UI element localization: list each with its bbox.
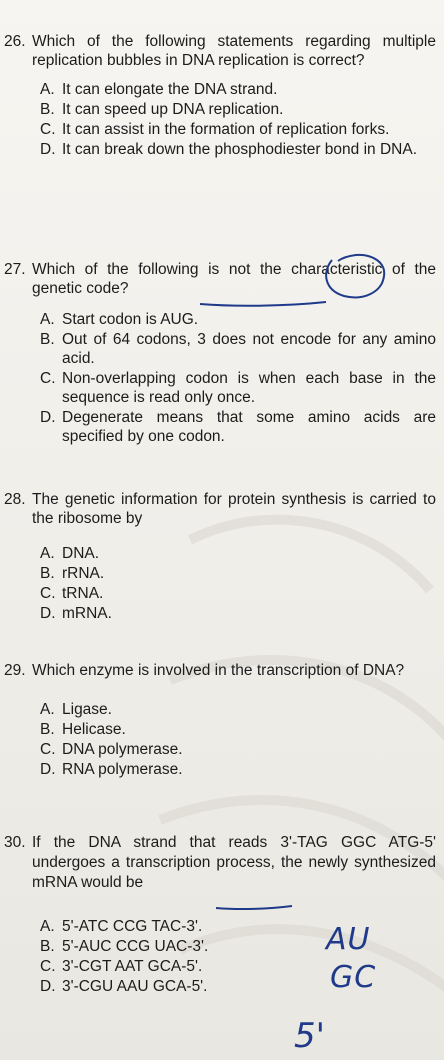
option-c[interactable] [40, 120, 436, 139]
handwritten-note: AU [326, 922, 371, 957]
option-text: DNA. [62, 545, 100, 562]
option-letter: B. [40, 101, 55, 118]
option-c[interactable] [40, 369, 436, 407]
question-number: 26. [4, 33, 26, 50]
options-list [40, 544, 436, 623]
option-text: rRNA. [62, 565, 105, 582]
option-c[interactable] [40, 584, 436, 603]
option-a[interactable] [40, 80, 436, 99]
option-text: It can elongate the DNA strand. [62, 81, 278, 98]
question-number: 28. [4, 491, 26, 508]
option-text: It can break down the phosphodiester bond in DNA. [62, 141, 418, 158]
option-letter: B. [40, 565, 55, 582]
option-letter: A. [40, 918, 55, 935]
question-text: Which enzyme is involved in the transcription of DNA? [32, 662, 405, 679]
question-26 [4, 32, 436, 160]
option-c[interactable] [40, 957, 270, 976]
question-text: Which of the following is not the characteristic of the genetic code? [32, 261, 436, 297]
option-text: tRNA. [62, 585, 104, 602]
option-text: mRNA. [62, 605, 112, 622]
question-30 [4, 833, 436, 997]
option-letter: B. [40, 721, 55, 738]
option-text: 3'-CGT AAT GCA-5'. [62, 958, 203, 975]
option-text: It can assist in the formation of replication forks. [62, 121, 390, 138]
option-d[interactable] [40, 977, 270, 996]
question-28 [4, 490, 436, 624]
question-29 [4, 661, 436, 780]
question-number: 29. [4, 662, 26, 679]
options-list [40, 80, 436, 159]
option-text: Ligase. [62, 701, 112, 718]
handwritten-note: 5' [294, 1016, 325, 1056]
option-letter: D. [40, 141, 56, 158]
options-list [40, 700, 436, 779]
question-text: If the DNA strand that reads 3'-TAG GGC ATG-5' undergoes a transcription process, the newly synthesized mRNA would be [32, 834, 436, 891]
question-number: 30. [4, 834, 26, 851]
option-b[interactable] [40, 330, 436, 368]
option-text: DNA polymerase. [62, 741, 183, 758]
option-a[interactable] [40, 544, 436, 563]
option-d[interactable] [40, 408, 436, 446]
option-text: 3'-CGU AAU GCA-5'. [62, 978, 208, 995]
option-b[interactable] [40, 564, 436, 583]
handwritten-note: GC [330, 960, 377, 995]
option-b[interactable] [40, 100, 436, 119]
option-text: It can speed up DNA replication. [62, 101, 284, 118]
option-b[interactable] [40, 720, 436, 739]
option-letter: A. [40, 701, 55, 718]
option-text: 5'-AUC CCG UAC-3'. [62, 938, 209, 955]
option-letter: C. [40, 958, 56, 975]
option-a[interactable] [40, 700, 436, 719]
option-b[interactable] [40, 937, 270, 956]
option-text: Start codon is AUG. [62, 311, 199, 328]
option-a[interactable] [40, 310, 436, 329]
option-text: Degenerate means that some amino acids are specified by one codon. [62, 409, 436, 445]
option-letter: C. [40, 585, 56, 602]
option-letter: D. [40, 761, 56, 778]
question-text: Which of the following statements regarding multiple replication bubbles in DNA replication is correct? [32, 33, 436, 69]
option-d[interactable] [40, 760, 436, 779]
option-letter: D. [40, 978, 56, 995]
option-text: Out of 64 codons, 3 does not encode for any amino acid. [62, 331, 436, 367]
option-c[interactable] [40, 740, 436, 759]
question-text: The genetic information for protein synthesis is carried to the ribosome by [32, 491, 436, 527]
option-letter: C. [40, 121, 56, 138]
option-text: Non-overlapping codon is when each base in the sequence is read only once. [62, 370, 436, 406]
options-list [40, 917, 270, 996]
option-letter: B. [40, 938, 55, 955]
option-d[interactable] [40, 604, 436, 623]
option-d[interactable] [40, 140, 436, 159]
option-letter: A. [40, 311, 55, 328]
question-number: 27. [4, 261, 26, 278]
option-letter: D. [40, 409, 56, 426]
question-27 [4, 260, 436, 447]
option-letter: C. [40, 370, 56, 387]
options-list [40, 310, 436, 446]
option-text: Helicase. [62, 721, 126, 738]
option-letter: C. [40, 741, 56, 758]
option-text: 5'-ATC CCG TAC-3'. [62, 918, 203, 935]
option-text: RNA polymerase. [62, 761, 183, 778]
option-letter: D. [40, 605, 56, 622]
option-letter: B. [40, 331, 55, 348]
option-letter: A. [40, 545, 55, 562]
option-letter: A. [40, 81, 55, 98]
option-a[interactable] [40, 917, 270, 936]
